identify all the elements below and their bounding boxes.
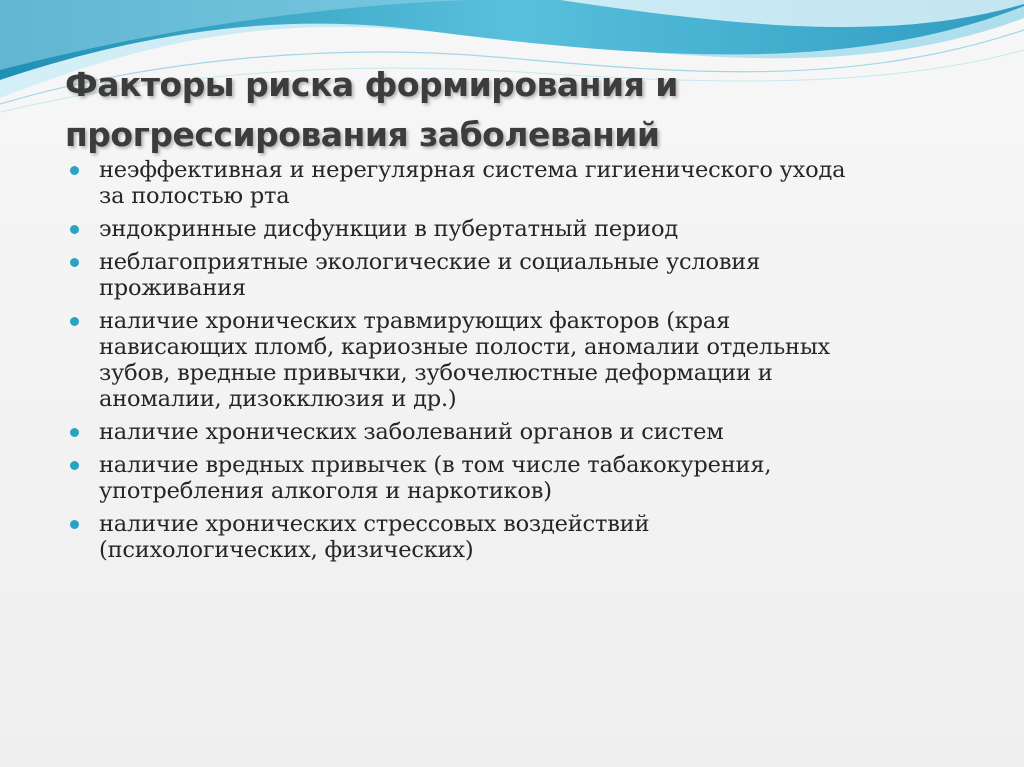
bullet-item [68, 216, 968, 242]
bullet-item [68, 249, 968, 301]
bullet-text-line: зубов, вредные привычки, зубочелюстные деформации и [99, 360, 773, 386]
bullet-dot-icon [70, 461, 79, 470]
bullet-text-line: наличие вредных привычек (в том числе табакокурения, [99, 452, 772, 478]
bullet-item [68, 157, 968, 209]
bullet-dot-icon [70, 520, 79, 529]
slide-title [65, 60, 965, 160]
bullet-text-line: (психологических, физических) [99, 537, 474, 563]
bullet-dot-icon [70, 258, 79, 267]
risk-factors-list [68, 157, 968, 570]
bullet-text-line: эндокринные дисфункции в пубертатный период [99, 216, 678, 242]
bullet-item [68, 452, 968, 504]
bullet-dot-icon [70, 225, 79, 234]
bullet-dot-icon [70, 428, 79, 437]
bullet-text-line: наличие хронических травмирующих факторов (края [99, 308, 731, 334]
bullet-item [68, 308, 968, 412]
bullet-text-line: проживания [99, 275, 246, 301]
bullet-text-line: употребления алкоголя и наркотиков) [99, 478, 552, 504]
slide-title-line-1: Факторы риска формирования и [65, 65, 678, 104]
bullet-text-line: аномалии, дизокклюзия и др.) [99, 386, 457, 412]
bullet-text-line: неэффективная и нерегулярная система гигиенического ухода [99, 157, 846, 183]
bullet-item [68, 419, 968, 445]
bullet-text-line: наличие хронических заболеваний органов и систем [99, 419, 724, 445]
bullet-text-line: за полостью рта [99, 183, 290, 209]
bullet-dot-icon [70, 317, 79, 326]
bullet-item [68, 511, 968, 563]
bullet-text-line: неблагоприятные экологические и социальные условия [99, 249, 761, 275]
slide-title-line-2: прогрессирования заболеваний [65, 115, 660, 154]
bullet-text-line: нависающих пломб, кариозные полости, аномалии отдельных [99, 334, 831, 360]
bullet-text-line: наличие хронических стрессовых воздействий [99, 511, 650, 537]
bullet-dot-icon [70, 166, 79, 175]
